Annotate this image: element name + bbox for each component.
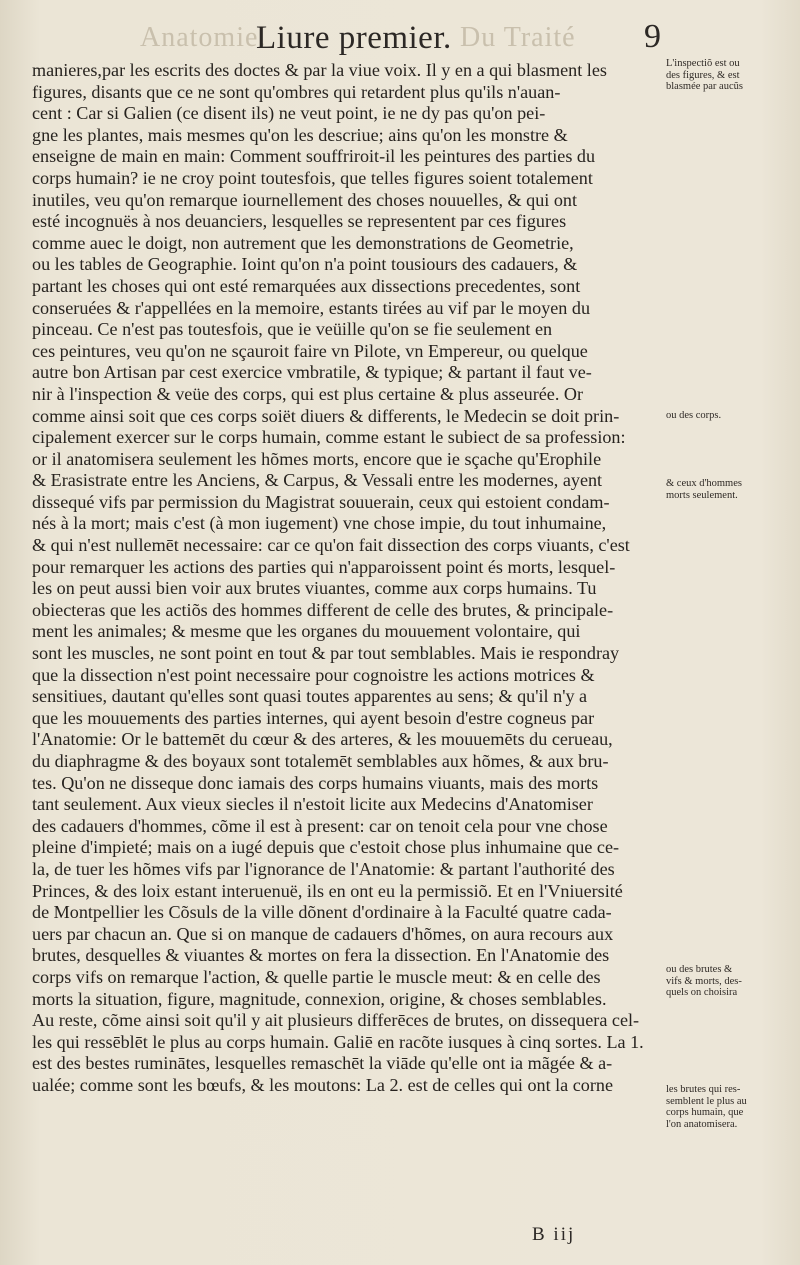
text-line: que la dissection n'est point necessaire pour cognoistre les actions motrices & xyxy=(32,664,595,685)
text-line: obiecteras que les actiõs des hommes different de celle des brutes, & principale- xyxy=(32,599,614,620)
margin-note-line: semblent le plus au xyxy=(666,1095,747,1107)
text-line: uers par chacun an. Que si on manque de cadauers d'hõmes, on aura recours aux xyxy=(32,923,614,944)
text-line: manieres,par les escrits des doctes & par la viue voix. Il y en a qui blasment les xyxy=(32,60,607,80)
text-line: pour remarquer les actions des parties qui n'apparoissent point és morts, lesquel- xyxy=(32,556,616,577)
margin-note-brutes xyxy=(666,964,794,999)
text-line: partant les choses qui ont esté remarquées aux dissections precedentes, sont xyxy=(32,275,581,296)
text-line: autre bon Artisan par cest exercice vmbratile, & typique; & partant il faut ve- xyxy=(32,362,592,383)
text-line: esté incognuës à nos deuanciers, lesquelles se representent par ces figures xyxy=(32,211,567,232)
text-line: nir à l'inspection & veüe des corps, qui est plus certaine & plus asseurée. Or xyxy=(32,383,584,404)
text-line: du diaphragme & des boyaux sont totalemēt semblables aux hõmes, & aux bru- xyxy=(32,751,609,771)
text-line: que les mouuements des parties internes, qui ayent besoin d'estre cogneus par xyxy=(32,707,595,728)
margin-note-resembling xyxy=(666,1084,794,1130)
text-line: sensitiues, dautant qu'elles sont quasi toutes apparentes au sens; & qu'il n'y a xyxy=(32,686,588,707)
text-line: corps humain? ie ne croy point toutesfois, que telles figures soient totalement xyxy=(32,167,593,188)
body-text xyxy=(32,60,662,1097)
text-line: Princes, & des loix estant interuenuë, ils en ont eu la permissiõ. Et en l'Vniuersité xyxy=(32,880,623,901)
text-line: ou les tables de Geographie. Ioint qu'on n'a point tousiours des cadauers, & xyxy=(32,254,578,275)
bleed-through-text-right: Du Traité xyxy=(460,22,576,53)
text-line: sont les muscles, ne sont point en tout & par tout semblables. Mais ie respondray xyxy=(32,643,620,664)
text-line: de Montpellier les Cõsuls de la ville dõnent d'ordinaire à la Faculté quatre cada- xyxy=(32,902,612,923)
text-line: & Erasistrate entre les Anciens, & Carpus, & Vessali entre les modernes, ayent xyxy=(32,470,603,491)
text-line: tant seulement. Aux vieux siecles il n'estoit licite aux Medecins d'Anatomiser xyxy=(32,794,593,815)
margin-note-line: ou des brutes & xyxy=(666,964,733,975)
text-line: inutiles, veu qu'on remarque iournellement des choses nouuelles, & qui ont xyxy=(32,189,578,210)
text-line: & qui n'est nullemēt necessaire: car ce qu'on fait dissection des corps viuants, c'est xyxy=(32,535,630,556)
margin-note-inspection xyxy=(666,58,794,93)
text-line: les qui ressēblēt le plus au corps humain. Galiē en racõte iusques à cinq sortes. La 1. xyxy=(32,1031,644,1052)
text-line: ualée; comme sont les bœufs, & les moutons: La 2. est de celles qui ont la corne xyxy=(32,1074,614,1095)
text-line: dissequé vifs par permission du Magistrat souuerain, ceux qui estoient condam- xyxy=(32,491,610,512)
text-line: tes. Qu'on ne disseque donc iamais des corps humains viuants, mais des morts xyxy=(32,772,599,793)
signature-mark: B iij xyxy=(532,1224,576,1245)
margin-note-line: & ceux d'hommes xyxy=(666,478,742,489)
margin-note-line: corps humain, que xyxy=(666,1107,744,1118)
text-line: conseruées & r'appellées en la memoire, estants tirées au vif par le moyen du xyxy=(32,297,591,318)
page-header xyxy=(0,18,800,62)
text-line: corps vifs on remarque l'action, & quelle partie le muscle meut: & en celle des xyxy=(32,966,601,987)
bleed-through-text-left: Anatomie. xyxy=(140,22,267,53)
margin-note-line: les brutes qui res- xyxy=(666,1084,741,1095)
text-line: enseigne de main en main: Comment souffriroit-il les peintures des parties du xyxy=(32,146,596,167)
text-line: morts la situation, figure, magnitude, connexion, origine, & choses semblables. xyxy=(32,988,607,1009)
margin-note-line: l'on anatomisera. xyxy=(666,1118,738,1130)
margin-note-line: morts seulement. xyxy=(666,489,738,501)
margin-note-line: quels on choisira xyxy=(666,987,738,998)
margin-note-line: des figures, & est xyxy=(666,69,740,81)
text-line: l'Anatomie: Or le battemēt du cœur & des arteres, & les mouuemēts du cerueau, xyxy=(32,729,613,750)
text-line: brutes, desquelles & viuantes & mortes on fera la dissection. En l'Anatomie des xyxy=(32,945,610,966)
text-line: comme auec le doigt, non autrement que les demonstrations de Geometrie, xyxy=(32,232,574,253)
text-line: nés à la mort; mais c'est (à mon iugement) vne chose impie, du tout inhumaine, xyxy=(32,513,607,534)
text-line: est des bestes ruminātes, lesquelles remaschēt la viāde qu'elle ont ia mãgée & a- xyxy=(32,1053,613,1074)
text-line: ment les animales; & mesme que les organes du mouuement volontaire, qui xyxy=(32,621,581,642)
text-line: les on peut aussi bien voir aux brutes viuantes, comme aux corps humains. Tu xyxy=(32,578,597,599)
text-line: or il anatomisera seulement les hõmes morts, encore que ie sçache qu'Erophile xyxy=(32,448,602,469)
margin-note-line: vifs & morts, des- xyxy=(666,975,742,987)
text-line: cipalement exercer sur le corps humain, comme estant le subiect de sa profession: xyxy=(32,427,626,448)
text-line: pinceau. Ce n'est pas toutesfois, que ie veüille qu'on se fie seulement en xyxy=(32,319,553,340)
margin-note-line: L'inspectiõ est ou xyxy=(666,58,740,69)
margin-note-line: ou des corps. xyxy=(666,410,722,421)
page-number: 9 xyxy=(644,18,661,55)
text-line: Au reste, cõme ainsi soit qu'il y ait plusieurs differēces de brutes, on dissequera cel- xyxy=(32,1010,640,1031)
margin-note-bodies xyxy=(666,410,794,422)
text-line: cent : Car si Galien (ce disent ils) ne veut point, ie ne dy pas qu'on pei- xyxy=(32,103,546,124)
text-line: la, de tuer les hõmes vifs par l'ignorance de l'Anatomie: & partant l'authorité des xyxy=(32,858,615,879)
text-line: comme ainsi soit que ces corps soiët diuers & differents, le Medecin se doit prin- xyxy=(32,405,620,426)
running-title: Liure premier. xyxy=(256,20,452,56)
margin-note-dead-men xyxy=(666,478,794,501)
text-line: gne les plantes, mais mesmes qu'on les descriue; ains qu'on les monstre & xyxy=(32,124,568,145)
text-line: pleine d'impieté; mais on a iugé depuis que c'estoit chose plus inhumaine que ce- xyxy=(32,837,620,858)
text-line: des cadauers d'hommes, cõme il est à present: car on tenoit cela pour vne chose xyxy=(32,815,608,836)
margin-note-line: blasmée par aucũs xyxy=(666,81,743,92)
text-line: figures, disants que ce ne sont qu'ombres qui retardent plus qu'ils n'auan- xyxy=(32,81,561,102)
text-line: ces peintures, veu qu'on ne sçauroit faire vn Pilote, vn Empereur, ou quelque xyxy=(32,340,588,361)
